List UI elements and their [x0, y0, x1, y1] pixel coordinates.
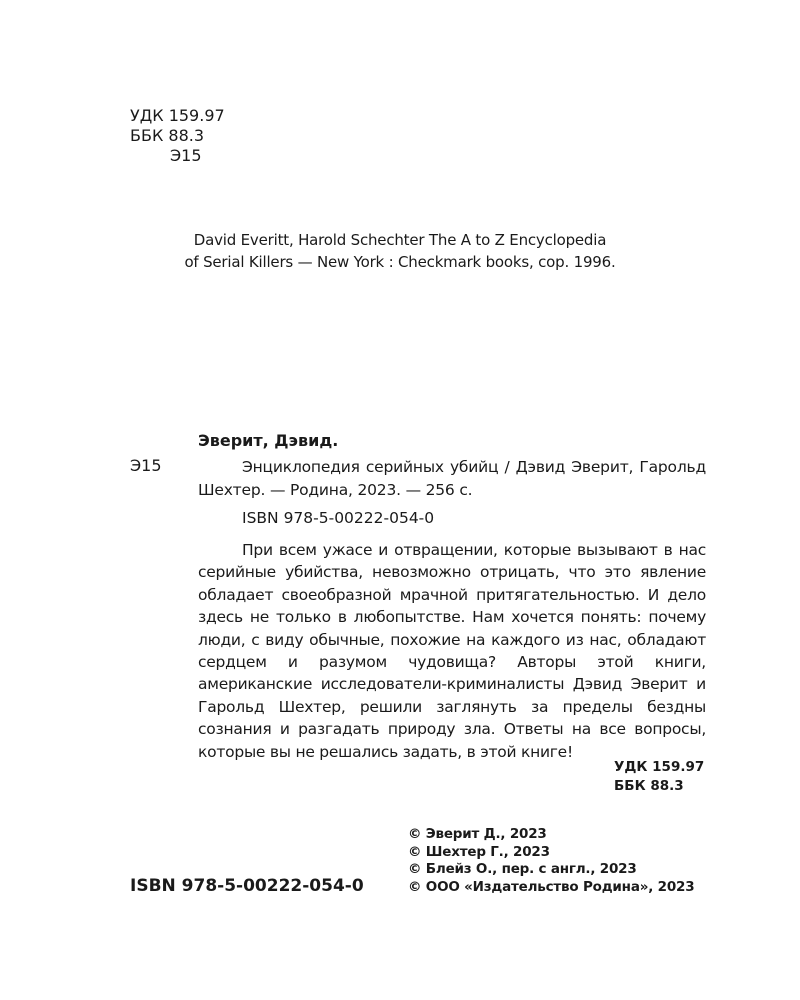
catalog-author-mark: Э15: [130, 456, 162, 475]
bibliographic-description: Энциклопедия серийных убийц / Дэвид Эверит, Гарольд Шехтер. — Родина, 2023. — 256 с.: [198, 458, 706, 499]
bbk-code: ББК 88.3: [130, 126, 205, 145]
original-edition-line: of Serial Killers — New York : Checkmark books, cop. 1996.: [184, 253, 616, 271]
original-edition-info: [150, 229, 650, 273]
isbn-bottom: ISBN 978-5-00222-054-0: [130, 876, 364, 896]
copyright-line: © Шехтер Г., 2023: [408, 843, 550, 860]
copyright-line: © Блейз О., пер. с англ., 2023: [408, 861, 637, 877]
classification-codes-top: [130, 106, 225, 166]
copyright-line: © Эверит Д., 2023: [408, 826, 547, 842]
copyright-line: © ООО «Издательство Родина», 2023: [408, 878, 695, 895]
udk-code: УДК 159.97: [130, 106, 225, 125]
udk-code: УДК 159.97: [614, 759, 705, 775]
author-heading: Эверит, Дэвид.: [198, 431, 339, 450]
catalog-isbn: ISBN 978-5-00222-054-0: [242, 509, 435, 527]
annotation-text: При всем ужасе и отвращении, которые вызывают в нас серийные убийства, невозможно отрицать, что это явление обладает своеобразной мрачной притягательностью. И дело здесь не только в любопытстве. Нам хочется понять: почему люди, с виду обычные, похожие на каждого из нас, обладают сердцем и разумом чудовища? Авторы этой книги, американские исследователи-криминалисты Дэвид Эверит и Гарольд Шехтер, решили заглянуть за пределы бездны сознания и разгадать природу зла. Ответы на все вопросы, которые вы не решались задать, в этой книге!: [198, 541, 706, 761]
classification-codes-bottom: [614, 758, 704, 796]
bbk-code: ББК 88.3: [614, 778, 684, 794]
original-edition-line: David Everitt, Harold Schechter The A to Z Encyclopedia: [193, 231, 607, 249]
copyright-notices: [408, 826, 694, 896]
author-mark: Э15: [170, 146, 202, 165]
